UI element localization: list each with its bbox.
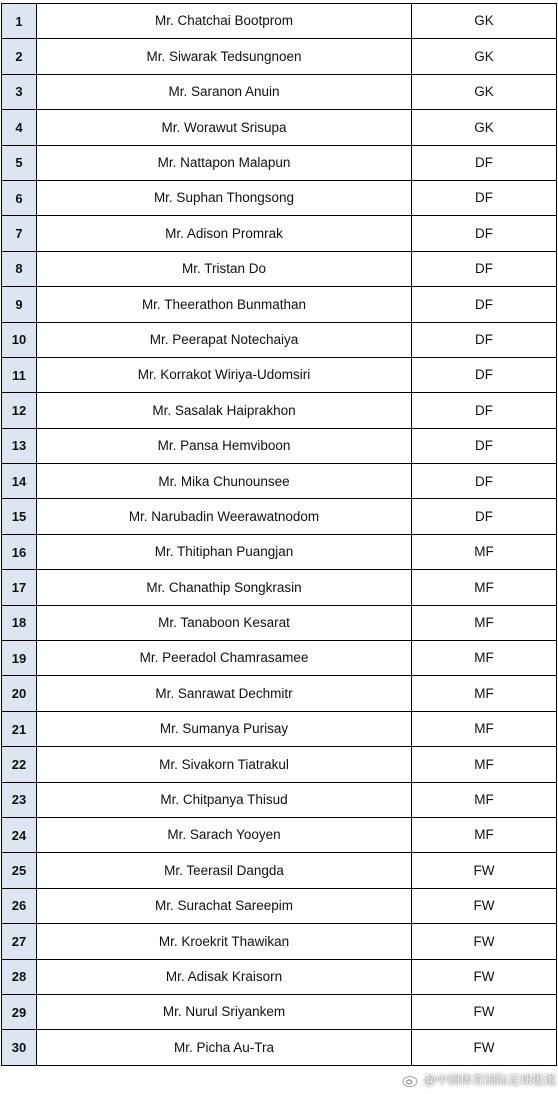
table-row	[2, 783, 557, 818]
row-number: 15	[2, 499, 37, 533]
player-name: Mr. Peerapat Notechaiya	[37, 323, 412, 357]
row-number: 18	[2, 606, 37, 640]
player-position: DF	[412, 181, 557, 215]
table-row	[2, 323, 557, 358]
player-position: DF	[412, 323, 557, 357]
table-row	[2, 747, 557, 782]
player-position: FW	[412, 995, 557, 1029]
player-position: DF	[412, 429, 557, 463]
row-number: 20	[2, 676, 37, 710]
player-position: MF	[412, 818, 557, 852]
player-position: MF	[412, 783, 557, 817]
roster-table	[1, 3, 557, 1066]
row-number: 23	[2, 783, 37, 817]
row-number: 29	[2, 995, 37, 1029]
table-row	[2, 853, 557, 888]
table-row	[2, 924, 557, 959]
table-row	[2, 464, 557, 499]
player-name: Mr. Nattapon Malapun	[37, 146, 412, 180]
player-position: DF	[412, 499, 557, 533]
table-row	[2, 393, 557, 428]
table-row	[2, 4, 557, 39]
row-number: 14	[2, 464, 37, 498]
player-name: Mr. Peeradol Chamrasamee	[37, 641, 412, 675]
row-number: 3	[2, 75, 37, 109]
player-position: DF	[412, 146, 557, 180]
row-number: 17	[2, 570, 37, 604]
row-number: 4	[2, 110, 37, 144]
player-position: DF	[412, 393, 557, 427]
player-name: Mr. Sasalak Haiprakhon	[37, 393, 412, 427]
player-name: Mr. Pansa Hemviboon	[37, 429, 412, 463]
player-position: GK	[412, 4, 557, 38]
table-row	[2, 287, 557, 322]
table-row	[2, 995, 557, 1030]
player-name: Mr. Korrakot Wiriya-Udomsiri	[37, 358, 412, 392]
table-row	[2, 960, 557, 995]
player-position: MF	[412, 747, 557, 781]
watermark	[402, 1071, 556, 1088]
player-name: Mr. Sivakorn Tiatrakul	[37, 747, 412, 781]
weibo-icon	[402, 1073, 420, 1087]
table-row	[2, 712, 557, 747]
row-number: 10	[2, 323, 37, 357]
player-name: Mr. Teerasil Dangda	[37, 853, 412, 887]
player-position: MF	[412, 606, 557, 640]
player-name: Mr. Picha Au-Tra	[37, 1030, 412, 1064]
player-position: MF	[412, 712, 557, 746]
player-name: Mr. Sumanya Purisay	[37, 712, 412, 746]
table-row	[2, 146, 557, 181]
table-row	[2, 252, 557, 287]
row-number: 13	[2, 429, 37, 463]
row-number: 21	[2, 712, 37, 746]
table-row	[2, 216, 557, 251]
row-number: 1	[2, 4, 37, 38]
player-position: DF	[412, 216, 557, 250]
row-number: 5	[2, 146, 37, 180]
watermark-text: @中国体育国际足球报道	[423, 1073, 556, 1087]
player-name: Mr. Chatchai Bootprom	[37, 4, 412, 38]
row-number: 7	[2, 216, 37, 250]
table-row	[2, 429, 557, 464]
table-row	[2, 1030, 557, 1065]
row-number: 16	[2, 535, 37, 569]
player-name: Mr. Adison Promrak	[37, 216, 412, 250]
player-name: Mr. Kroekrit Thawikan	[37, 924, 412, 958]
row-number: 22	[2, 747, 37, 781]
player-name: Mr. Narubadin Weerawatnodom	[37, 499, 412, 533]
table-row	[2, 499, 557, 534]
player-position: FW	[412, 889, 557, 923]
row-number: 27	[2, 924, 37, 958]
row-number: 6	[2, 181, 37, 215]
player-name: Mr. Suphan Thongsong	[37, 181, 412, 215]
player-position: FW	[412, 924, 557, 958]
table-row	[2, 358, 557, 393]
table-row	[2, 181, 557, 216]
player-position: GK	[412, 110, 557, 144]
player-position: DF	[412, 358, 557, 392]
table-row	[2, 641, 557, 676]
table-row	[2, 889, 557, 924]
player-name: Mr. Chitpanya Thisud	[37, 783, 412, 817]
player-position: MF	[412, 535, 557, 569]
player-name: Mr. Worawut Srisupa	[37, 110, 412, 144]
player-position: MF	[412, 676, 557, 710]
row-number: 28	[2, 960, 37, 994]
player-name: Mr. Tristan Do	[37, 252, 412, 286]
row-number: 24	[2, 818, 37, 852]
player-position: DF	[412, 287, 557, 321]
player-position: DF	[412, 252, 557, 286]
player-name: Mr. Sanrawat Dechmitr	[37, 676, 412, 710]
player-name: Mr. Theerathon Bunmathan	[37, 287, 412, 321]
row-number: 9	[2, 287, 37, 321]
row-number: 2	[2, 39, 37, 73]
player-name: Mr. Chanathip Songkrasin	[37, 570, 412, 604]
player-position: FW	[412, 1030, 557, 1064]
player-position: FW	[412, 853, 557, 887]
player-position: FW	[412, 960, 557, 994]
row-number: 25	[2, 853, 37, 887]
player-position: GK	[412, 75, 557, 109]
player-name: Mr. Siwarak Tedsungnoen	[37, 39, 412, 73]
player-position: MF	[412, 570, 557, 604]
player-name: Mr. Saranon Anuin	[37, 75, 412, 109]
row-number: 11	[2, 358, 37, 392]
row-number: 30	[2, 1030, 37, 1064]
table-row	[2, 818, 557, 853]
player-name: Mr. Surachat Sareepim	[37, 889, 412, 923]
player-name: Mr. Tanaboon Kesarat	[37, 606, 412, 640]
table-row	[2, 75, 557, 110]
row-number: 19	[2, 641, 37, 675]
player-name: Mr. Mika Chunounsee	[37, 464, 412, 498]
player-position: GK	[412, 39, 557, 73]
player-position: MF	[412, 641, 557, 675]
row-number: 8	[2, 252, 37, 286]
row-number: 12	[2, 393, 37, 427]
table-row	[2, 535, 557, 570]
table-row	[2, 606, 557, 641]
player-name: Mr. Nurul Sriyankem	[37, 995, 412, 1029]
player-name: Mr. Sarach Yooyen	[37, 818, 412, 852]
player-name: Mr. Thitiphan Puangjan	[37, 535, 412, 569]
player-position: DF	[412, 464, 557, 498]
row-number: 26	[2, 889, 37, 923]
table-row	[2, 676, 557, 711]
table-row	[2, 570, 557, 605]
table-row	[2, 39, 557, 74]
table-row	[2, 110, 557, 145]
player-name: Mr. Adisak Kraisorn	[37, 960, 412, 994]
